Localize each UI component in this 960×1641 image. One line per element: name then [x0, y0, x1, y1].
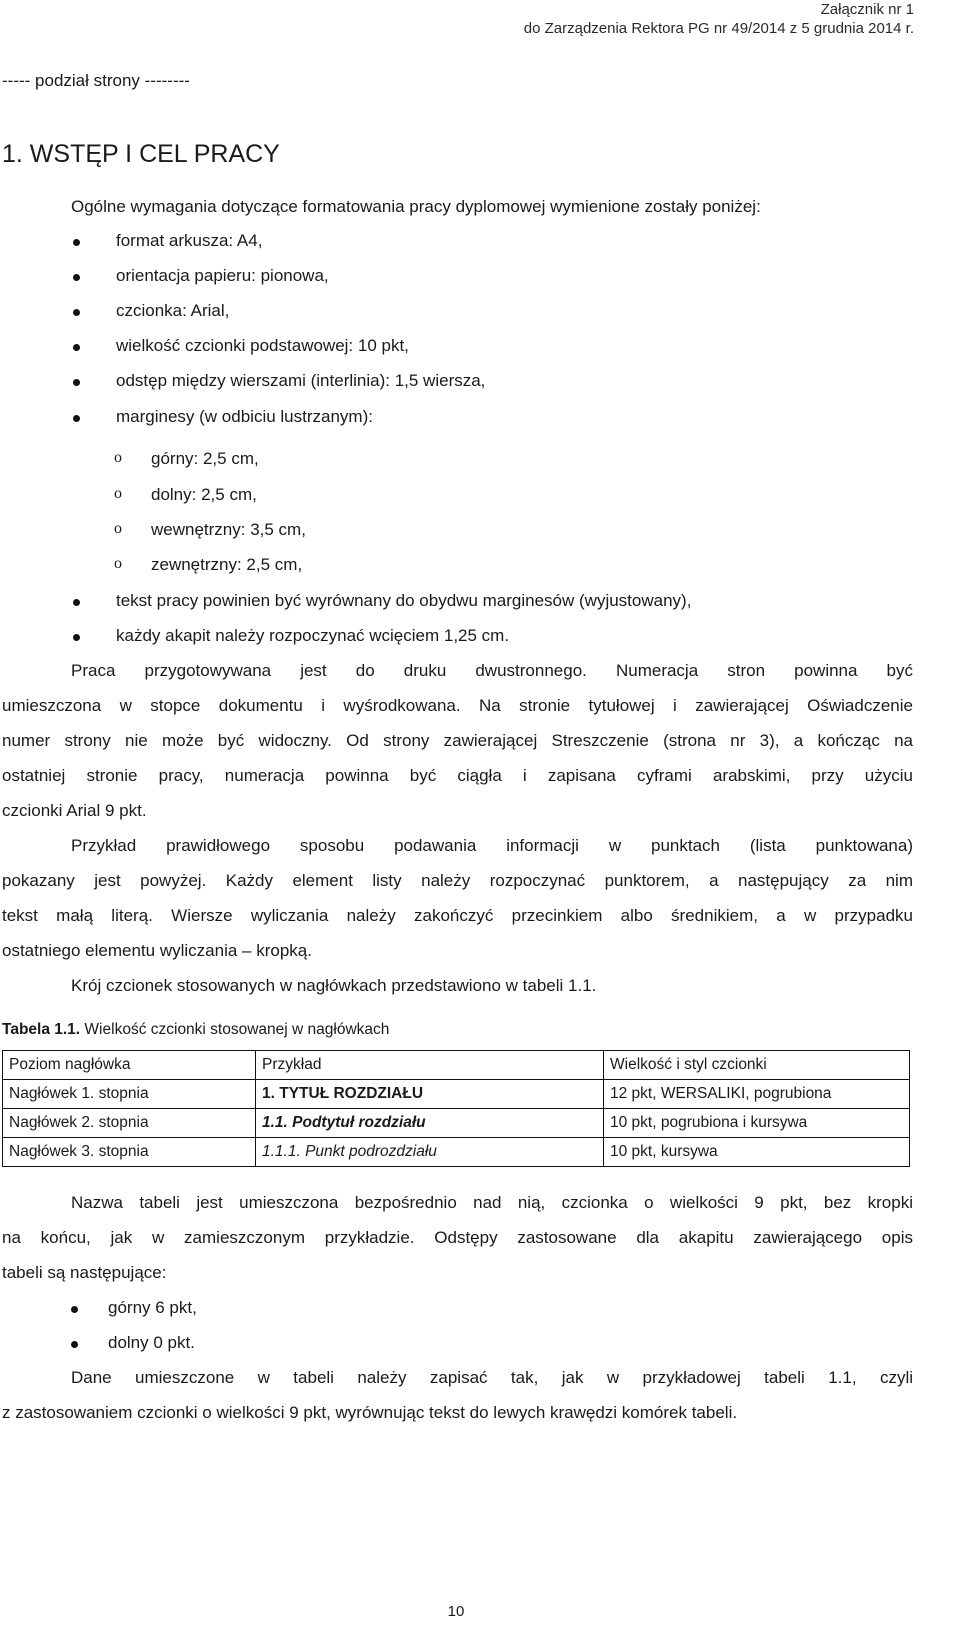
paragraph-line: ostatniego elementu wyliczania – kropką.	[2, 941, 312, 960]
list-item: każdy akapit należy rozpoczynać wcięciem 1,25 cm.	[116, 626, 510, 645]
paragraph-line: tabeli są następujące:	[2, 1263, 167, 1282]
paragraph-line: Nazwa tabeli jest umieszczona bezpośrednio nad nią, czcionka o wielkości 9 pkt, bez kropki	[71, 1193, 913, 1212]
list-item: wielkość czcionki podstawowej: 10 pkt,	[116, 336, 409, 355]
paragraph-line: Przykład prawidłowego sposobu podawania informacji w punktach (lista punktowana)	[71, 836, 913, 855]
table-cell: 12 pkt, WERSALIKI, pogrubiona	[604, 1080, 910, 1109]
sub-bullet-icon: o	[114, 449, 122, 466]
column-header: Poziom nagłówka	[3, 1051, 256, 1080]
table-cell: Nagłówek 2. stopnia	[3, 1109, 256, 1138]
paragraph-line: tekst małą literą. Wiersze wyliczania należy zakończyć przecinkiem albo średnikiem, a w przypadku	[2, 906, 913, 925]
table-cell: Nagłówek 3. stopnia	[3, 1138, 256, 1167]
heading-styles-table	[2, 1050, 910, 1167]
bullet-icon	[73, 239, 80, 246]
attachment-label: Załącznik nr 1	[820, 1, 914, 18]
paragraph-line: Praca przygotowywana jest do druku dwustronnego. Numeracja stron powinna być	[71, 661, 913, 680]
bullet-icon	[73, 415, 80, 422]
regulation-reference: do Zarządzenia Rektora PG nr 49/2014 z 5 grudnia 2014 r.	[523, 20, 914, 37]
page-number: 10	[447, 1603, 465, 1620]
list-item: czcionka: Arial,	[116, 301, 230, 320]
bullet-icon	[73, 634, 80, 641]
list-item: marginesy (w odbiciu lustrzanym):	[116, 407, 373, 426]
list-item: tekst pracy powinien być wyrównany do obydwu marginesów (wyjustowany),	[116, 591, 692, 610]
sub-bullet-icon: o	[114, 485, 122, 502]
table-cell: 1. TYTUŁ ROZDZIAŁU	[256, 1080, 604, 1109]
bullet-icon	[71, 1341, 78, 1348]
paragraph-line: na końcu, jak w zamieszczonym przykładzie. Odstępy zastosowane dla akapitu zawierającego opis	[2, 1228, 913, 1247]
table-caption	[2, 1021, 389, 1039]
bullet-icon	[71, 1306, 78, 1313]
table-cell: Nagłówek 1. stopnia	[3, 1080, 256, 1109]
paragraph-line: z zastosowaniem czcionki o wielkości 9 pkt, wyrównując tekst do lewych krawędzi komórek tabeli.	[2, 1403, 738, 1422]
bullet-icon	[73, 379, 80, 386]
table-cell: 1.1. Podtytuł rozdziału	[256, 1109, 604, 1138]
table-row	[3, 1138, 910, 1167]
table-cell: 1.1.1. Punkt podrozdziału	[256, 1138, 604, 1167]
sub-bullet-icon: o	[114, 520, 122, 537]
paragraph-line: umieszczona w stopce dokumentu i wyśrodkowana. Na stronie tytułowej i zawierającej Oświadczenie	[2, 696, 913, 715]
list-item: dolny 0 pkt.	[108, 1333, 195, 1352]
list-item: wewnętrzny: 3,5 cm,	[151, 520, 306, 539]
paragraph-line: ostatniej stronie pracy, numeracja powinna być ciągła i zapisana cyframi arabskimi, przy użyciu	[2, 766, 913, 785]
paragraph-line: czcionki Arial 9 pkt.	[2, 801, 147, 820]
table-cell: 10 pkt, pogrubiona i kursywa	[604, 1109, 910, 1138]
bullet-icon	[73, 344, 80, 351]
column-header: Wielkość i styl czcionki	[604, 1051, 910, 1080]
table-reference-paragraph: Krój czcionek stosowanych w nagłówkach przedstawiono w tabeli 1.1.	[71, 976, 597, 995]
bullet-icon	[73, 274, 80, 281]
bullet-icon	[73, 309, 80, 316]
list-item: zewnętrzny: 2,5 cm,	[151, 555, 303, 574]
paragraph-line: numer strony nie może być widoczny. Od strony zawierającej Streszczenie (strona nr 3), a kończąc na	[2, 731, 913, 750]
paragraph-line: Dane umieszczone w tabeli należy zapisać tak, jak w przykładowej tabeli 1.1, czyli	[71, 1368, 913, 1387]
list-item: dolny: 2,5 cm,	[151, 485, 257, 504]
column-header: Przykład	[256, 1051, 604, 1080]
table-row	[3, 1080, 910, 1109]
list-item: górny: 2,5 cm,	[151, 449, 259, 468]
table-cell: 10 pkt, kursywa	[604, 1138, 910, 1167]
intro-text: Ogólne wymagania dotyczące formatowania pracy dyplomowej wymienione zostały poniżej:	[71, 197, 761, 216]
paragraph-line: pokazany jest powyżej. Każdy element listy należy rozpoczynać punktorem, a następujący za nim	[2, 871, 913, 890]
table-row	[3, 1109, 910, 1138]
list-item: format arkusza: A4,	[116, 231, 263, 250]
list-item: górny 6 pkt,	[108, 1298, 197, 1317]
list-item: orientacja papieru: pionowa,	[116, 266, 329, 285]
table-caption-label: Tabela 1.1.	[2, 1021, 81, 1038]
bullet-icon	[73, 599, 80, 606]
list-item: odstęp między wierszami (interlinia): 1,5 wiersza,	[116, 371, 486, 390]
table-caption-text: Wielkość czcionki stosowanej w nagłówkach	[80, 1021, 390, 1038]
sub-bullet-icon: o	[114, 555, 122, 572]
table-header-row	[3, 1051, 910, 1080]
chapter-heading: 1. WSTĘP I CEL PRACY	[2, 140, 280, 168]
page-break-marker: ----- podział strony --------	[2, 71, 190, 90]
